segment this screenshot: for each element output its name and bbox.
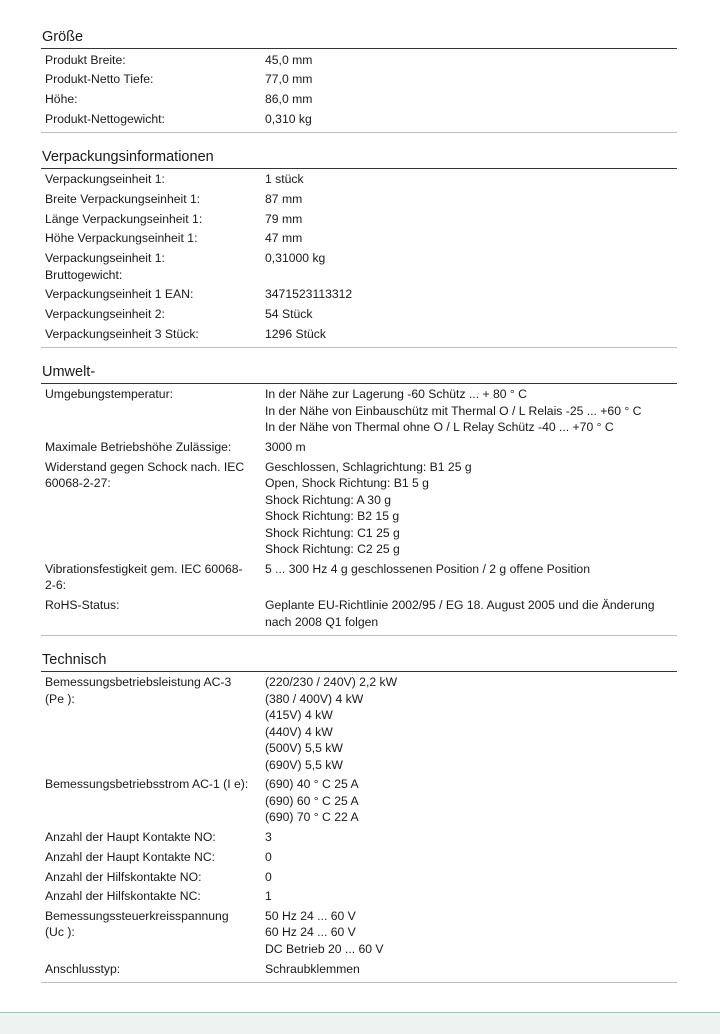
spec-row [41,596,677,632]
spec-value-line: Geschlossen, Schlagrichtung: B1 25 g [265,459,472,474]
spec-label-line: Höhe Verpackungseinheit 1: [45,231,198,246]
spec-label [41,286,265,303]
spec-label [41,849,265,866]
spec-label [41,71,265,88]
spec-label [41,326,265,343]
spec-row [41,229,677,249]
spec-value-line: 60 Hz 24 ... 60 V [265,925,356,940]
spec-label-line: Verpackungseinheit 1 EAN: [45,287,194,302]
spec-label [41,908,265,958]
spec-label-line: Länge Verpackungseinheit 1: [45,211,203,226]
spec-value [265,674,677,773]
spec-label [41,171,265,188]
spec-row [41,828,677,848]
spec-row [41,887,677,907]
spec-table [41,49,677,133]
window-bottom-bar [0,1012,720,1034]
section [41,649,677,983]
spec-label-line: Vibrationsfestigkeit gem. IEC 60068- [45,561,243,576]
spec-label [41,250,265,283]
spec-value-line: (690) 40 ° C 25 A [265,777,359,792]
spec-value [265,211,677,228]
spec-value-line: Shock Richtung: A 30 g [265,492,392,507]
spec-row [41,437,677,457]
spec-row [41,324,677,344]
spec-value-line: Shock Richtung: C2 25 g [265,542,400,557]
spec-label [41,52,265,69]
spec-value [265,250,677,283]
spec-row [41,285,677,305]
spec-label [41,211,265,228]
spec-value [265,961,677,978]
spec-label-line: Bemessungsbetriebsstrom AC-1 (I e): [45,777,249,792]
spec-value-line: 54 Stück [265,306,313,321]
spec-row [41,673,677,775]
spec-table [41,384,677,636]
spec-value [265,888,677,905]
spec-value-line: 1296 Stück [265,326,326,341]
spec-value [265,849,677,866]
spec-row [41,50,677,70]
spec-value-line: 5 ... 300 Hz 4 g geschlossenen Position / 2 g offene Position [265,561,590,576]
spec-sheet [41,26,677,996]
spec-value-line: nach 2008 Q1 folgen [265,614,379,629]
spec-value [265,459,677,558]
spec-value-line: (380 / 400V) 4 kW [265,691,364,706]
spec-label-line: 60068-2-27: [45,476,111,491]
spec-value [265,191,677,208]
spec-value-line: 3000 m [265,440,306,455]
spec-value-line: 86,0 mm [265,91,313,106]
spec-label [41,961,265,978]
spec-value-line: 50 Hz 24 ... 60 V [265,908,356,923]
spec-value-line: (220/230 / 240V) 2,2 kW [265,675,398,690]
spec-value [265,439,677,456]
spec-row [41,559,677,595]
spec-label [41,829,265,846]
spec-value [265,91,677,108]
spec-value-line: 0 [265,869,272,884]
section [41,146,677,348]
spec-label-line: Umgebungstemperatur: [45,387,174,402]
spec-value-line: 79 mm [265,211,303,226]
spec-row [41,867,677,887]
spec-row [41,189,677,209]
spec-label-line: Verpackungseinheit 1: [45,251,165,266]
spec-label-line: RoHS-Status: [45,598,120,613]
spec-label-line: Anschlusstyp: [45,961,121,976]
spec-value [265,306,677,323]
section-title: Technisch [41,649,677,672]
spec-value [265,171,677,188]
section [41,361,677,636]
spec-value [265,561,677,594]
spec-label-line: 2-6: [45,578,67,593]
spec-row [41,249,677,285]
spec-value-line: 3 [265,830,272,845]
spec-label [41,459,265,558]
spec-row [41,170,677,190]
spec-label-line: Verpackungseinheit 2: [45,306,165,321]
spec-value-line: (690) 60 ° C 25 A [265,793,359,808]
spec-label [41,306,265,323]
spec-row [41,959,677,979]
spec-value-line: Geplante EU-Richtlinie 2002/95 / EG 18. August 2005 und die Änderung [265,598,655,613]
spec-value-line: In der Nähe zur Lagerung -60 Schütz ... + 80 ° C [265,387,527,402]
spec-label [41,111,265,128]
spec-label-line: Produkt Breite: [45,52,126,67]
spec-value-line: 0 [265,849,272,864]
spec-value [265,829,677,846]
spec-label-line: Maximale Betriebshöhe Zulässige: [45,440,232,455]
spec-label-line: Verpackungseinheit 1: [45,172,165,187]
spec-value-line: Schraubklemmen [265,961,360,976]
spec-label [41,869,265,886]
spec-table [41,169,677,348]
spec-label-line: Widerstand gegen Schock nach. IEC [45,459,245,474]
spec-label [41,597,265,630]
spec-label-line: Produkt-Nettogewicht: [45,111,165,126]
spec-label-line: (Pe ): [45,691,75,706]
spec-value [265,71,677,88]
spec-row [41,457,677,559]
spec-label [41,191,265,208]
spec-label [41,439,265,456]
spec-value-line: (500V) 5,5 kW [265,741,343,756]
spec-label [41,561,265,594]
section-title: Größe [41,26,677,49]
spec-value-line: 0,31000 kg [265,251,326,266]
spec-label-line: Höhe: [45,91,78,106]
spec-value-line: 45,0 mm [265,52,313,67]
spec-value-line: (440V) 4 kW [265,724,333,739]
spec-value-line: 47 mm [265,231,303,246]
spec-row [41,906,677,959]
spec-label-line: Bruttogewicht: [45,267,123,282]
spec-value [265,386,677,436]
spec-row [41,775,677,828]
spec-value [265,597,677,630]
spec-label [41,888,265,905]
spec-value [265,52,677,69]
spec-value [265,776,677,826]
section [41,26,677,133]
spec-row [41,847,677,867]
spec-label-line: Produkt-Netto Tiefe: [45,72,154,87]
spec-table [41,672,677,983]
spec-label-line: Anzahl der Haupt Kontakte NC: [45,849,216,864]
spec-value-line: In der Nähe von Einbauschütz mit Thermal O / L Relais -25 ... +60 ° C [265,403,642,418]
spec-label [41,91,265,108]
spec-label-line: Verpackungseinheit 3 Stück: [45,326,199,341]
spec-label-line: Bemessungssteuerkreisspannung [45,908,229,923]
spec-value-line: 1 [265,889,272,904]
spec-label-line: (Uc ): [45,925,75,940]
spec-label-line: Anzahl der Haupt Kontakte NO: [45,830,216,845]
spec-value [265,286,677,303]
spec-value-line: DC Betrieb 20 ... 60 V [265,941,384,956]
spec-value [265,111,677,128]
spec-label [41,776,265,826]
spec-row [41,70,677,90]
spec-value [265,869,677,886]
spec-row [41,209,677,229]
spec-value [265,326,677,343]
spec-value-line: (690V) 5,5 kW [265,757,343,772]
spec-value-line: 87 mm [265,192,303,207]
spec-value-line: Shock Richtung: C1 25 g [265,525,400,540]
section-title: Verpackungsinformationen [41,146,677,169]
spec-value-line: (415V) 4 kW [265,708,333,723]
spec-value-line: 3471523113312 [265,287,353,302]
spec-row [41,89,677,109]
spec-label-line: Bemessungsbetriebsleistung AC-3 [45,675,232,690]
spec-label-line: Anzahl der Hilfskontakte NC: [45,889,201,904]
spec-label [41,386,265,436]
spec-value-line: 1 stück [265,172,304,187]
spec-value [265,908,677,958]
spec-row [41,304,677,324]
spec-value-line: Shock Richtung: B2 15 g [265,509,400,524]
spec-value-line: 0,310 kg [265,111,312,126]
spec-label-line: Anzahl der Hilfskontakte NO: [45,869,202,884]
spec-value-line: Open, Shock Richtung: B1 5 g [265,476,429,491]
spec-row [41,109,677,129]
spec-value [265,230,677,247]
section-title: Umwelt- [41,361,677,384]
spec-value-line: In der Nähe von Thermal ohne O / L Relay Schütz -40 ... +70 ° C [265,420,614,435]
spec-row [41,385,677,438]
spec-value-line: 77,0 mm [265,72,313,87]
spec-label [41,674,265,773]
spec-label [41,230,265,247]
spec-label-line: Breite Verpackungseinheit 1: [45,192,201,207]
spec-value-line: (690) 70 ° C 22 A [265,810,359,825]
